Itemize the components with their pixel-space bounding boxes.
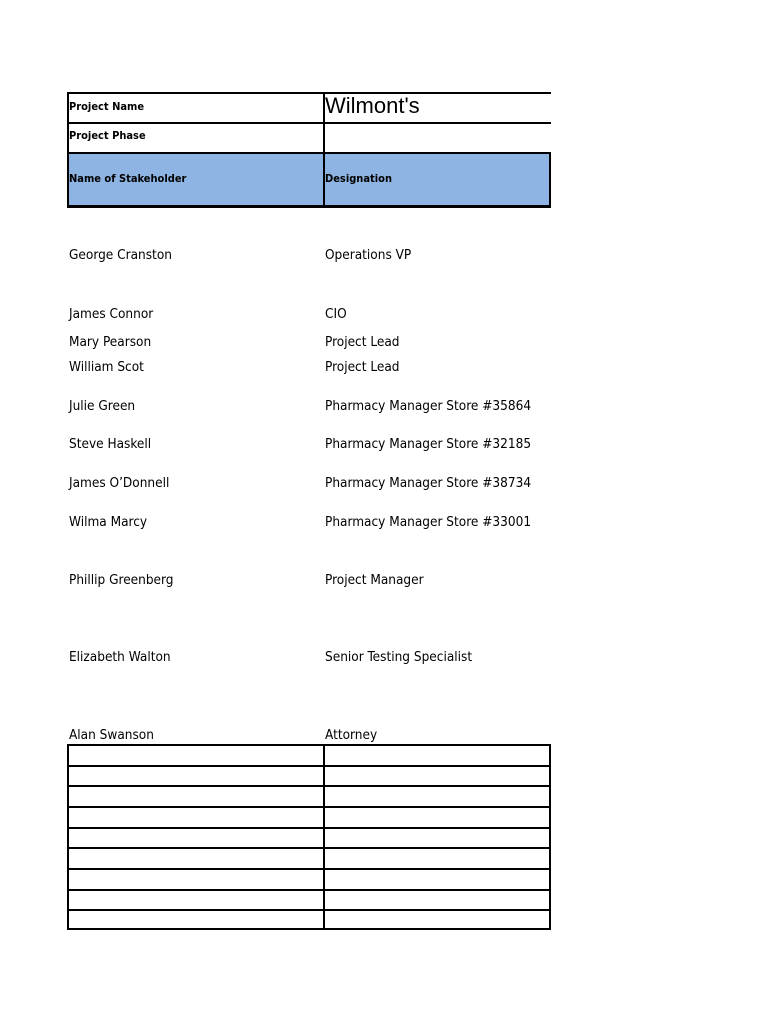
stakeholder-designation: Pharmacy Manager Store #32185 xyxy=(325,436,532,452)
stakeholder-name: James O’Donnell xyxy=(69,475,170,491)
empty-grid-cell xyxy=(323,806,551,827)
empty-grid-cell xyxy=(323,909,551,930)
empty-grid-cell xyxy=(323,765,551,786)
header-border-top xyxy=(67,92,551,94)
designation-column-header: Designation xyxy=(325,172,392,185)
stakeholder-name: Phillip Greenberg xyxy=(69,572,174,588)
empty-stakeholder-grid xyxy=(67,744,551,930)
stakeholder-designation: Project Lead xyxy=(325,359,400,375)
empty-grid-cell xyxy=(67,827,323,848)
stakeholder-designation: Pharmacy Manager Store #35864 xyxy=(325,398,532,414)
stakeholder-name: George Cranston xyxy=(69,247,172,263)
project-name-label: Project Name xyxy=(69,100,145,113)
empty-grid-cell xyxy=(67,765,323,786)
stakeholder-name: Julie Green xyxy=(69,398,136,414)
stakeholder-name: Alan Swanson xyxy=(69,727,154,743)
stakeholder-designation: Pharmacy Manager Store #33001 xyxy=(325,514,532,530)
empty-grid-cell xyxy=(323,827,551,848)
stakeholder-name: James Connor xyxy=(69,306,154,322)
empty-grid-cell xyxy=(67,909,323,930)
header-divider-2 xyxy=(67,152,551,154)
empty-grid-cell xyxy=(323,847,551,868)
stakeholder-column-header: Name of Stakeholder xyxy=(69,172,187,185)
empty-grid-cell xyxy=(67,785,323,806)
stakeholder-designation: Pharmacy Manager Store #38734 xyxy=(325,475,532,491)
empty-grid-cell xyxy=(323,889,551,910)
stakeholder-designation: Senior Testing Specialist xyxy=(325,649,473,665)
project-name-value: Wilmont's xyxy=(325,93,420,118)
empty-grid-cell xyxy=(323,744,551,765)
empty-grid-cell xyxy=(67,847,323,868)
stakeholder-name: Steve Haskell xyxy=(69,436,152,452)
stakeholder-name: Wilma Marcy xyxy=(69,514,148,530)
header-divider-1 xyxy=(67,122,551,124)
empty-grid-cell xyxy=(67,889,323,910)
empty-grid-cell xyxy=(67,744,323,765)
stakeholder-designation: Operations VP xyxy=(325,247,412,263)
header-border-right xyxy=(549,152,551,208)
stakeholder-name: Elizabeth Walton xyxy=(69,649,171,665)
stakeholder-designation: Project Lead xyxy=(325,334,400,350)
empty-grid-cell xyxy=(323,785,551,806)
project-phase-label: Project Phase xyxy=(69,129,146,142)
project-header-table xyxy=(67,92,551,207)
stakeholder-designation: CIO xyxy=(325,306,347,322)
empty-grid-cell xyxy=(67,868,323,889)
header-border-bottom xyxy=(67,205,551,208)
stakeholder-name: William Scot xyxy=(69,359,144,375)
stakeholder-designation: Project Manager xyxy=(325,572,424,588)
empty-grid-cell xyxy=(323,868,551,889)
stakeholder-name: Mary Pearson xyxy=(69,334,152,350)
empty-grid-cell xyxy=(67,806,323,827)
stakeholder-designation: Attorney xyxy=(325,727,378,743)
